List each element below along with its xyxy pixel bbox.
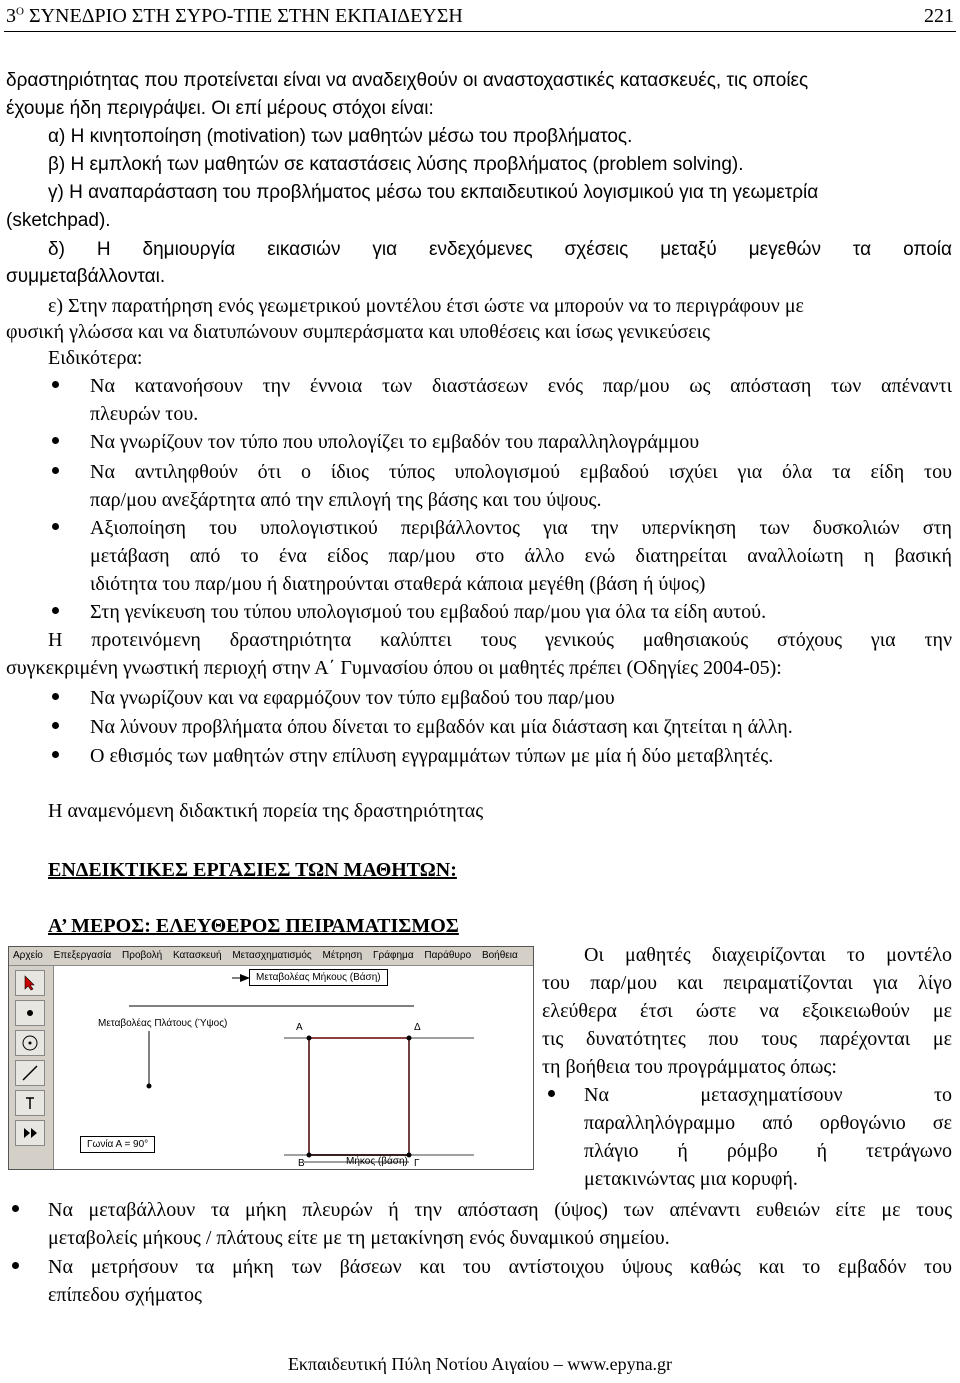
menu-bar [9,947,533,966]
menu-item-help[interactable]: Βοήθεια [481,950,518,961]
circle-icon[interactable] [15,1030,45,1056]
list-item: Να μετρήσουν τα μήκη των βάσεων και του αντίστοιχου ύψους καθώς και το εμβαδόν του [48,1256,952,1278]
list-item: πλευρών του. [90,403,199,425]
bullet-icon [52,523,59,530]
bullet-icon [12,1205,19,1212]
bullet-icon [52,437,59,444]
section-heading: Α’ ΜΕΡΟΣ: ΕΛΕΥΘΕΡΟΣ ΠΕΙΡΑΜΑΤΙΣΜΟΣ [48,915,459,937]
objective-a: α) Η κινητοποίηση (motivation) των μαθητών μέσω του προβλήματος. [48,126,633,147]
list-item: Ο εθισμός των μαθητών στην επίλυση εγγραμμάτων τύπων με μία ή δύο μεταβλητές. [90,745,774,767]
side-text: ελεύθερα έτσι ώστε να εξοικειωθούν με [542,1000,952,1022]
paragraph: Η αναμενόμενη διδακτική πορεία της δραστηριότητας [48,800,484,822]
side-text: τις δυνατότητες που τους παρέχονται με [542,1028,952,1050]
length-slider-label[interactable]: Μεταβολέας Μήκους (Βάση) [249,969,388,986]
menu-item-view[interactable]: Προβολή [122,950,163,961]
running-header [6,2,954,28]
length-label: Μήκος (βάση) [346,1156,408,1167]
list-item: ιδιότητα του παρ/μου ή διατηρούνται σταθερά κάποια μεγέθη (βάση ή ύψος) [90,573,706,595]
vertex-label: Β [298,1158,305,1169]
list-item: παρ/μου ανεξάρτητα από την επιλογή της βάσης και του ύψους. [90,489,602,511]
point-icon[interactable] [15,1000,45,1026]
page-footer: Εκπαιδευτική Πύλη Νοτίου Αιγαίου – www.epyna.gr [287,1354,673,1374]
bullet-icon [52,693,59,700]
bullet-icon [52,751,59,758]
paragraph: Η προτεινόμενη δραστηριότητα καλύπτει τους γενικούς μαθησιακούς στόχους για την [48,629,952,651]
list-item: πλάγιο ή ρόμβο ή τετράγωνο [584,1140,952,1162]
objective-e: ε) Στην παρατήρηση ενός γεωμετρικού μοντέλου έτσι ώστε να μπορούν να το περιγράφουν με [48,295,804,317]
side-text: τη βοήθεια του προγράμματος όπως: [542,1056,837,1078]
menu-item-edit[interactable]: Επεξεργασία [53,950,112,961]
text-line: συμμεταβάλλονται. [6,266,166,287]
list-item: Να αντιληφθούν ότι ο ίδιος τύπος υπολογισμού εμβαδού ισχύει για όλα τα είδη του [90,461,952,483]
page-number: 221 [924,5,954,27]
text-line: (sketchpad). [6,210,111,231]
text-line: έχουμε ήδη περιγράψει. Οι επί μέρους στόχοι είναι: [6,98,434,119]
bullet-icon [52,722,59,729]
list-item: Να γνωρίζουν και να εφαρμόζουν τον τύπο εμβαδού του παρ/μου [90,687,615,709]
section-heading: ΕΝΔΕΙΚΤΙΚΕΣ ΕΡΓΑΣΙΕΣ ΤΩΝ ΜΑΘΗΤΩΝ: [48,859,457,881]
objective-b: β) Η εμπλοκή των μαθητών σε καταστάσεις λύσης προβλήματος (problem solving). [48,154,744,175]
bullet-icon [12,1262,19,1269]
angle-readout: Γωνία Α = 90° [80,1136,155,1153]
list-item: μετάβαση από το ένα είδος παρ/μου στο άλλο ενώ διατηρείται αναλλοίωτη η βασική [90,545,952,567]
list-item: Να γνωρίζουν τον τύπο που υπολογίζει το εμβαδόν του παραλληλογράμμου [90,431,700,453]
objective-d: δ) Η δημιουργία εικασιών για ενδεχόμενες σχέσεις μεταξύ μεγεθών τα οποία [48,239,952,260]
width-slider-label[interactable]: Μεταβολέας Πλάτους (Ύψος) [92,1016,233,1031]
sketchpad-screenshot [8,946,534,1170]
vertex-label: Α [296,1022,303,1033]
list-item: Να μετασχηματίσουν το [584,1084,952,1106]
vertex-label: Γ [414,1158,420,1169]
list-item: Αξιοποίηση του υπολογιστικού περιβάλλοντος για την υπερνίκηση των δυσκολιών στη [90,517,952,539]
menu-item-graph[interactable]: Γράφημα [373,950,414,961]
text-line: Ειδικότερα: [48,347,143,369]
segment-icon[interactable] [15,1060,45,1086]
menu-item-transform[interactable]: Μετασχηματισμός [232,950,312,961]
list-item: μετακινώντας μια κορυφή. [584,1168,798,1190]
text-line: φυσική γλώσσα και να διατυπώνουν συμπεράσματα και υποθέσεις και ίσως γενικεύσεις [6,321,710,343]
bullet-icon [52,467,59,474]
arrow-icon[interactable] [15,970,45,996]
custom-tool-icon[interactable] [15,1120,45,1146]
text-line: δραστηριότητας που προτείνεται είναι να αναδειχθούν οι αναστοχαστικές κατασκευές, τις οποίες [6,70,809,91]
bullet-icon [548,1090,555,1097]
list-item: επίπεδου σχήματος [48,1284,202,1306]
menu-item-file[interactable]: Αρχείο [13,950,43,961]
paragraph: συγκεκριμένη γνωστική περιοχή στην Α΄ Γυμνασίου όπου οι μαθητές πρέπει (Οδηγίες 2004-05): [6,657,782,679]
bullet-icon [52,607,59,614]
menu-item-construct[interactable]: Κατασκευή [172,950,222,961]
list-item: Στη γενίκευση του τύπου υπολογισμού του εμβαδού παρ/μου για όλα τα είδη αυτού. [90,601,767,623]
header-rule [4,31,956,32]
sketch-canvas[interactable] [54,966,533,1169]
menu-item-measure[interactable]: Μέτρηση [322,950,363,961]
objective-c: γ) Η αναπαράσταση του προβλήματος μέσω του εκπαιδευτικού λογισμικού για τη γεωμετρία [48,182,819,203]
vertex-label: Δ [414,1022,421,1033]
conference-title: $3^O$ ΣΥΝΕΔΡΙΟ ΣΤΗ ΣΥΡΟ-ΤΠΕ ΣΤΗΝ ΕΚΠΑΙΔΕΥΣΗ [6,5,463,27]
side-text: Οι μαθητές διαχειρίζονται το μοντέλο [584,944,952,966]
side-text: του παρ/μου και πειραματίζονται για λίγο [542,972,952,994]
list-item: Να μεταβάλλουν τα μήκη πλευρών ή την απόσταση (ύψος) των απέναντι ευθειών είτε με τους [48,1199,952,1221]
list-item: Να λύνουν προβλήματα όπου δίνεται το εμβαδόν και μία διάσταση και ζητείται η άλλη. [90,716,793,738]
list-item: παραλληλόγραμμο από ορθογώνιο σε [584,1112,952,1134]
list-item: μεταβολείς μήκους / πλάτους είτε με τη μετακίνηση ενός δυναμικού σημείου. [48,1227,670,1249]
list-item: Να κατανοήσουν την έννοια των διαστάσεων ενός παρ/μου ως απόσταση των απέναντι [90,375,952,397]
menu-item-window[interactable]: Παράθυρο [424,950,472,961]
bullet-icon [52,381,59,388]
text-icon[interactable] [15,1090,45,1116]
tool-palette [9,966,54,1169]
